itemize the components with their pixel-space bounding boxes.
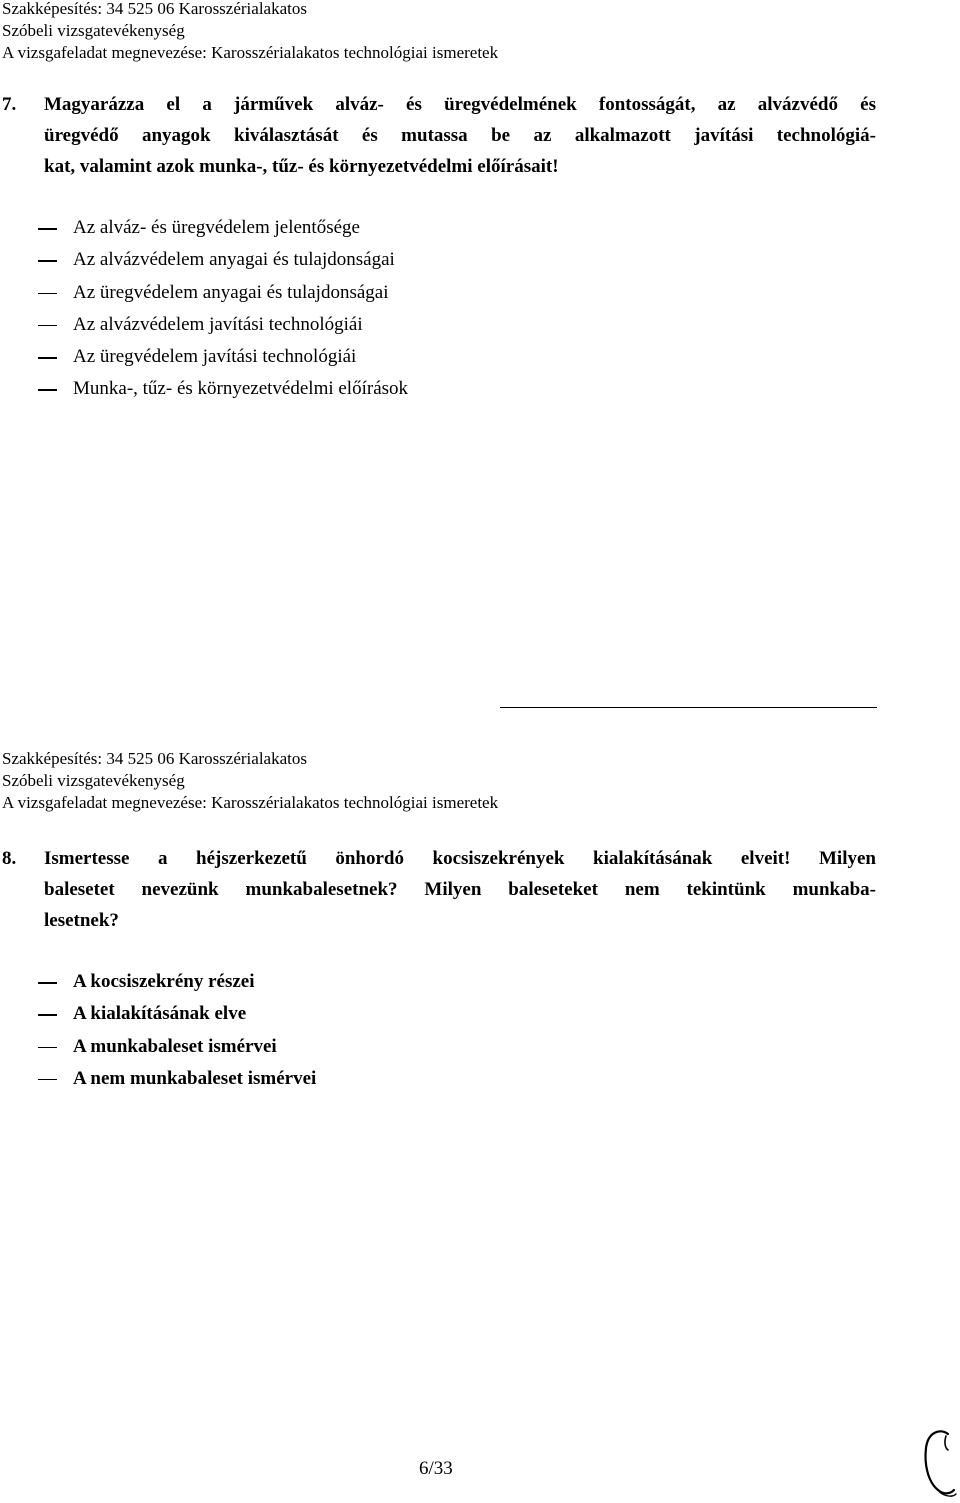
header-task-name: A vizsgafeladat megnevezése: Karosszérialakatos technológiai ismeretek <box>2 793 499 812</box>
header-exam-type: Szóbeli vizsgatevékenység <box>2 771 185 790</box>
page-number: 6/33 <box>419 1458 453 1479</box>
dash-bullet-icon <box>38 293 57 295</box>
list-item: Az alvázvédelem javítási technológiái <box>38 309 408 341</box>
list-item: Az üregvédelem javítási technológiái <box>38 341 408 373</box>
question-7-line: üregvédő anyagok kiválasztását és mutassa be az alkalmazott javítási technológiá- <box>44 125 876 146</box>
header-exam-type: Szóbeli vizsgatevékenység <box>2 21 185 40</box>
signature-mark-icon <box>918 1424 958 1500</box>
list-item: A nem munkabaleset ismérvei <box>38 1063 316 1095</box>
question-7-line: kat, valamint azok munka-, tűz- és környezetvédelmi előírásait! <box>44 156 559 177</box>
dash-bullet-icon <box>38 260 57 262</box>
list-item: A munkabaleset ismérvei <box>38 1031 316 1063</box>
question-7-text <box>44 89 876 182</box>
question-7-topic-list <box>38 212 408 406</box>
list-item: Az alváz- és üregvédelem jelentősége <box>38 212 408 244</box>
question-8-text <box>44 843 876 936</box>
question-8-topic-list <box>38 966 316 1095</box>
dash-bullet-icon <box>38 389 57 391</box>
list-item: A kocsiszekrény részei <box>38 966 316 998</box>
dash-bullet-icon <box>38 1014 57 1016</box>
section-divider <box>500 707 877 708</box>
question-7-number: 7. <box>2 94 17 115</box>
list-item: Az üregvédelem anyagai és tulajdonságai <box>38 277 408 309</box>
header-task-name: A vizsgafeladat megnevezése: Karosszérialakatos technológiai ismeretek <box>2 43 499 62</box>
list-item: Az alvázvédelem anyagai és tulajdonságai <box>38 244 408 276</box>
header-qualification: Szakképesítés: 34 525 06 Karosszérialakatos <box>2 0 307 18</box>
question-8-line: balesetet nevezünk munkabalesetnek? Milyen baleseteket nem tekintünk munkaba- <box>44 879 876 900</box>
dash-bullet-icon <box>38 228 57 230</box>
list-item: Munka-, tűz- és környezetvédelmi előírások <box>38 373 408 405</box>
list-item: A kialakításának elve <box>38 998 316 1030</box>
dash-bullet-icon <box>38 982 57 984</box>
question-8-line: lesetnek? <box>44 910 119 931</box>
question-8-number: 8. <box>2 848 17 869</box>
question-7-line: Magyarázza el a járművek alváz- és üregvédelmének fontosságát, az alvázvédő és <box>44 94 876 115</box>
question-8-line: Ismertesse a héjszerkezetű önhordó kocsiszekrények kialakításának elveit! Milyen <box>44 848 876 869</box>
dash-bullet-icon <box>38 357 57 359</box>
header-qualification: Szakképesítés: 34 525 06 Karosszérialakatos <box>2 749 307 768</box>
dash-bullet-icon <box>38 1047 57 1049</box>
dash-bullet-icon <box>38 325 57 327</box>
dash-bullet-icon <box>38 1079 57 1081</box>
